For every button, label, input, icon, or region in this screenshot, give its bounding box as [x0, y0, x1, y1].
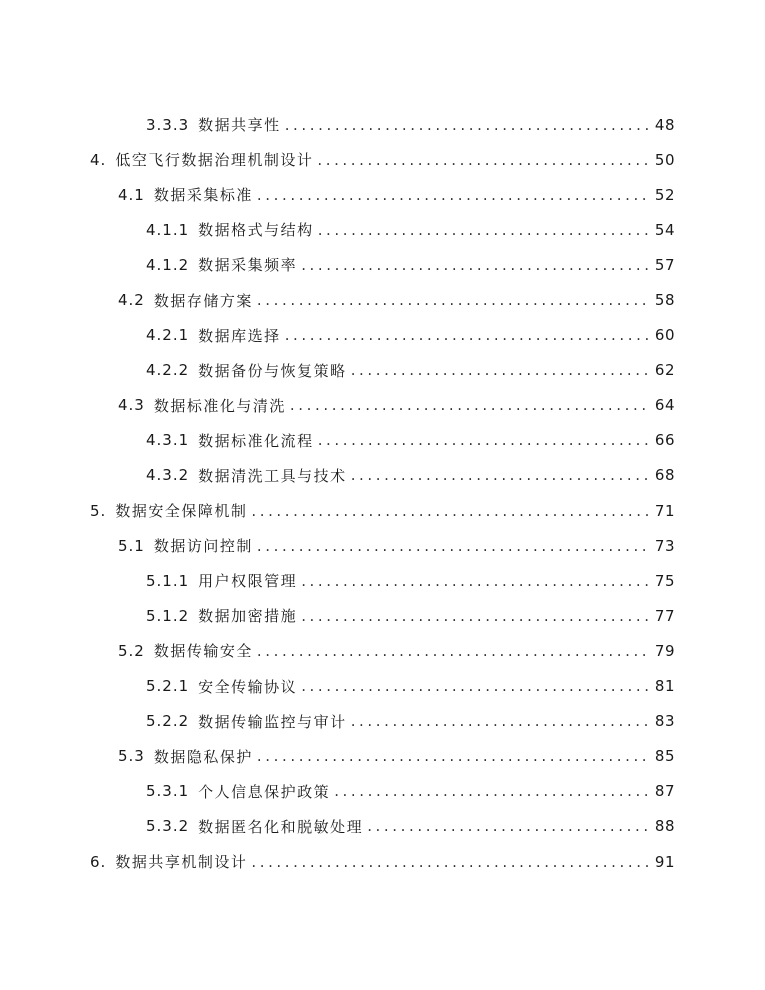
toc-entry-page-number: 79 — [654, 641, 675, 660]
toc-entry[interactable] — [0, 633, 765, 668]
toc-dot-leader — [251, 502, 649, 520]
toc-dot-leader — [351, 466, 649, 484]
toc-entry-page-number: 75 — [654, 571, 675, 590]
toc-entry[interactable] — [0, 282, 765, 317]
toc-entry-number: 5.1.2 — [146, 606, 190, 625]
toc-entry-number: 3.3.3 — [146, 115, 190, 134]
toc-dot-leader — [301, 256, 649, 274]
toc-entry-page-number: 64 — [654, 396, 675, 415]
toc-dot-leader — [257, 186, 649, 204]
toc-entry-title: 数据共享机制设计 — [115, 853, 248, 872]
toc-entry-title: 数据传输安全 — [153, 642, 253, 661]
toc-entry-page-number: 83 — [654, 712, 675, 731]
toc-entry-page-number: 57 — [654, 255, 675, 274]
toc-entry-title: 数据加密措施 — [198, 607, 298, 626]
toc-dot-leader — [351, 712, 649, 730]
toc-entry-page-number: 88 — [654, 817, 675, 836]
toc-entry[interactable] — [0, 318, 765, 353]
toc-entry-number: 5.2.2 — [146, 712, 190, 731]
toc-entry-number: 4.2 — [118, 291, 145, 310]
toc-entry-number: 5.3 — [118, 747, 145, 766]
toc-entry-number: 4.2.2 — [146, 361, 190, 380]
toc-dot-leader — [257, 747, 649, 765]
toc-entry-title: 数据共享性 — [198, 116, 281, 135]
toc-entry[interactable] — [0, 212, 765, 247]
toc-entry[interactable] — [0, 528, 765, 563]
toc-entry-title: 数据采集标准 — [153, 186, 253, 205]
toc-entry-title: 数据备份与恢复策略 — [198, 361, 347, 380]
toc-entry-page-number: 54 — [654, 220, 675, 239]
toc-entry[interactable] — [0, 458, 765, 493]
toc-entry-page-number: 58 — [654, 291, 675, 310]
toc-entry-page-number: 66 — [654, 431, 675, 450]
toc-entry[interactable] — [0, 669, 765, 704]
toc-entry[interactable] — [0, 598, 765, 633]
toc-entry-title: 个人信息保护政策 — [198, 782, 331, 801]
toc-dot-leader — [251, 853, 649, 871]
toc-entry-page-number: 68 — [654, 466, 675, 485]
toc-dot-leader — [257, 537, 649, 555]
toc-entry-page-number: 85 — [654, 747, 675, 766]
toc-entry-page-number: 77 — [654, 606, 675, 625]
toc-entry-number: 4.3.1 — [146, 431, 190, 450]
toc-entry-page-number: 81 — [654, 677, 675, 696]
toc-entry-number: 5.2.1 — [146, 677, 190, 696]
toc-entry[interactable] — [0, 774, 765, 809]
toc-entry-number: 5.1 — [118, 536, 145, 555]
toc-entry[interactable] — [0, 809, 765, 844]
toc-entry-page-number: 71 — [654, 501, 675, 520]
toc-dot-leader — [301, 572, 649, 590]
toc-entry-number: 5.3.1 — [146, 782, 190, 801]
toc-entry-title: 数据存储方案 — [153, 291, 253, 310]
toc-dot-leader — [257, 642, 649, 660]
toc-entry-title: 数据采集频率 — [198, 256, 298, 275]
toc-entry[interactable] — [0, 493, 765, 528]
toc-entry-page-number: 87 — [654, 782, 675, 801]
toc-entry-title: 数据清洗工具与技术 — [198, 466, 347, 485]
toc-entry-number: 5.3.2 — [146, 817, 190, 836]
toc-entry-title: 数据标准化流程 — [198, 431, 314, 450]
toc-entry-page-number: 73 — [654, 536, 675, 555]
toc-dot-leader — [318, 221, 649, 239]
toc-entry-title: 低空飞行数据治理机制设计 — [115, 151, 314, 170]
toc-entry-title: 数据传输监控与审计 — [198, 712, 347, 731]
toc-entry[interactable] — [0, 844, 765, 879]
toc-dot-leader — [351, 361, 649, 379]
toc-entry-page-number: 62 — [654, 361, 675, 380]
toc-entry[interactable] — [0, 704, 765, 739]
toc-entry-page-number: 50 — [654, 150, 675, 169]
toc-dot-leader — [367, 817, 649, 835]
toc-dot-leader — [301, 677, 649, 695]
toc-dot-leader — [318, 431, 649, 449]
toc-entry[interactable] — [0, 739, 765, 774]
toc-dot-leader — [285, 116, 649, 134]
toc-entry-number: 4. — [90, 150, 107, 169]
toc-dot-leader — [301, 607, 649, 625]
toc-entry-title: 用户权限管理 — [198, 572, 298, 591]
toc-entry-number: 5. — [90, 501, 107, 520]
toc-entry-page-number: 52 — [654, 185, 675, 204]
toc-dot-leader — [257, 291, 649, 309]
toc-entry-number: 4.1.2 — [146, 255, 190, 274]
toc-dot-leader — [285, 326, 649, 344]
toc-entry-title: 数据安全保障机制 — [115, 502, 248, 521]
toc-entry-number: 4.1.1 — [146, 220, 190, 239]
toc-entry-title: 数据格式与结构 — [198, 221, 314, 240]
toc-entry[interactable] — [0, 563, 765, 598]
toc-entry-title: 数据标准化与清洗 — [153, 396, 286, 415]
toc-dot-leader — [317, 151, 649, 169]
toc-entry-number: 5.2 — [118, 641, 145, 660]
toc-entry-number: 4.3 — [118, 396, 145, 415]
toc-entry-title: 数据库选择 — [198, 326, 281, 345]
toc-entry[interactable] — [0, 388, 765, 423]
toc-entry-number: 5.1.1 — [146, 571, 190, 590]
toc-entry-number: 6. — [90, 852, 107, 871]
toc-entry-page-number: 60 — [654, 326, 675, 345]
toc-entry[interactable] — [0, 107, 765, 142]
toc-entry-number: 4.1 — [118, 185, 145, 204]
toc-entry[interactable] — [0, 247, 765, 282]
toc-entry-number: 4.2.1 — [146, 326, 190, 345]
toc-entry[interactable] — [0, 142, 765, 177]
toc-entry-title: 安全传输协议 — [198, 677, 298, 696]
toc-dot-leader — [334, 782, 649, 800]
toc-entry-title: 数据隐私保护 — [153, 747, 253, 766]
toc-entry[interactable] — [0, 177, 765, 212]
toc-entry[interactable] — [0, 423, 765, 458]
toc-entry-number: 4.3.2 — [146, 466, 190, 485]
toc-entry[interactable] — [0, 353, 765, 388]
toc-dot-leader — [290, 396, 649, 414]
toc-entry-title: 数据访问控制 — [153, 537, 253, 556]
toc-entry-page-number: 48 — [654, 115, 675, 134]
toc-entry-title: 数据匿名化和脱敏处理 — [198, 817, 364, 836]
toc-entry-page-number: 91 — [654, 852, 675, 871]
table-of-contents — [0, 107, 765, 879]
